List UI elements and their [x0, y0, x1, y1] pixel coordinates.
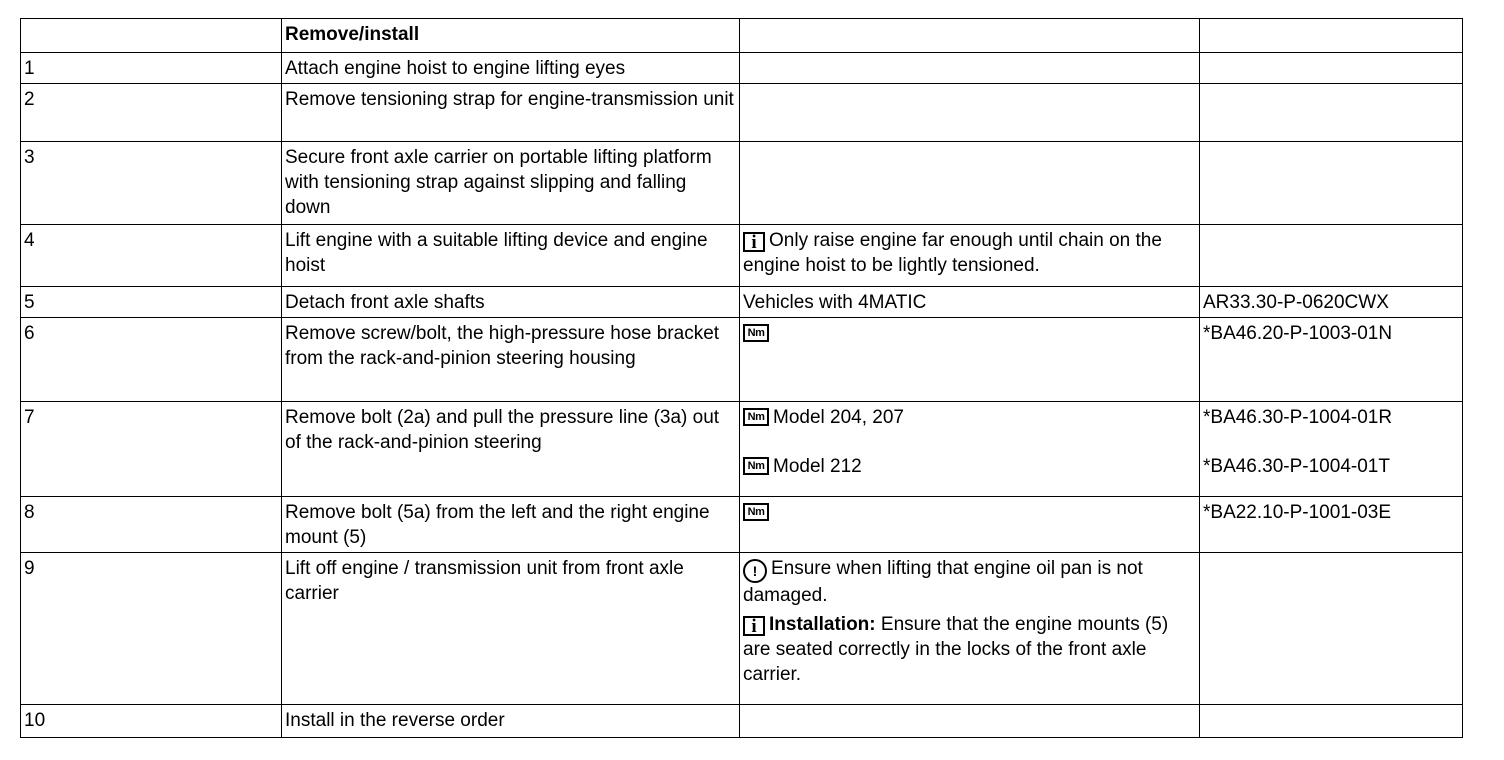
installation-note — [743, 612, 1195, 687]
table-row — [21, 84, 1463, 142]
header-action-cell: Remove/install — [282, 19, 740, 53]
step-number: 7 — [21, 402, 282, 497]
torque-nm-icon: Nm — [743, 324, 769, 342]
reference-line: *BA46.30-P-1004-01T — [1203, 456, 1390, 477]
step-note — [740, 497, 1200, 553]
step-number: 4 — [21, 225, 282, 287]
step-action: Remove bolt (5a) from the left and the right engine mount (5) — [282, 497, 740, 553]
caution-icon: ! — [743, 559, 767, 583]
step-reference: *BA46.20-P-1003-01N — [1200, 318, 1463, 402]
info-icon: i — [743, 616, 765, 636]
header-ref-cell — [1200, 19, 1463, 53]
step-note — [740, 705, 1200, 738]
step-action: Secure front axle carrier on portable lifting platform with tensioning strap against slipping and falling down — [282, 142, 740, 225]
step-number: 3 — [21, 142, 282, 225]
note-line — [743, 405, 1195, 430]
step-reference — [1200, 225, 1463, 287]
step-reference — [1200, 705, 1463, 738]
step-note — [740, 53, 1200, 84]
step-action: Detach front axle shafts — [282, 287, 740, 318]
table-row — [21, 553, 1463, 705]
step-number: 6 — [21, 318, 282, 402]
step-number: 5 — [21, 287, 282, 318]
step-note — [740, 553, 1200, 705]
step-reference — [1200, 553, 1463, 705]
procedure-document — [20, 18, 1463, 738]
step-action: Lift off engine / transmission unit from front axle carrier — [282, 553, 740, 705]
table-row — [21, 142, 1463, 225]
table-row — [21, 497, 1463, 553]
table-row — [21, 53, 1463, 84]
table-row — [21, 318, 1463, 402]
torque-nm-icon: Nm — [743, 457, 769, 475]
step-number: 8 — [21, 497, 282, 553]
table-row — [21, 705, 1463, 738]
model-label: Model 204, 207 — [773, 407, 904, 428]
reference-spacer — [1203, 430, 1458, 454]
table-row — [21, 402, 1463, 497]
step-note — [740, 142, 1200, 225]
note-label: Installation: — [769, 614, 876, 635]
procedure-table — [20, 18, 1463, 738]
step-action: Attach engine hoist to engine lifting eyes — [282, 53, 740, 84]
note-spacer — [743, 430, 1195, 454]
caution-note — [743, 556, 1195, 608]
step-reference — [1200, 53, 1463, 84]
step-reference — [1200, 84, 1463, 142]
step-reference: AR33.30-P-0620CWX — [1200, 287, 1463, 318]
step-note — [740, 225, 1200, 287]
header-note-cell — [740, 19, 1200, 53]
step-note: Vehicles with 4MATIC — [740, 287, 1200, 318]
note-text: Ensure when lifting that engine oil pan is not damaged. — [743, 558, 1143, 606]
table-row — [21, 287, 1463, 318]
torque-nm-icon: Nm — [743, 408, 769, 426]
torque-nm-icon: Nm — [743, 503, 769, 521]
step-note — [740, 84, 1200, 142]
header-step-cell — [21, 19, 282, 53]
step-reference: *BA22.10-P-1001-03E — [1200, 497, 1463, 553]
model-label: Model 212 — [773, 456, 862, 477]
note-text: Only raise engine far enough until chain on the engine hoist to be lightly tensioned. — [743, 230, 1162, 276]
step-note — [740, 318, 1200, 402]
note-text: Ensure that the engine mounts (5) are seated correctly in the locks of the front axle carrier. — [743, 614, 1169, 685]
step-reference — [1200, 142, 1463, 225]
reference-line: *BA46.30-P-1004-01R — [1203, 407, 1393, 428]
table-header-row — [21, 19, 1463, 53]
step-number: 2 — [21, 84, 282, 142]
step-action: Remove tensioning strap for engine-transmission unit — [282, 84, 740, 142]
table-row — [21, 225, 1463, 287]
step-note — [740, 402, 1200, 497]
step-action: Install in the reverse order — [282, 705, 740, 738]
step-number: 9 — [21, 553, 282, 705]
note-line — [743, 454, 1195, 479]
step-number: 1 — [21, 53, 282, 84]
step-action: Remove bolt (2a) and pull the pressure line (3a) out of the rack-and-pinion steering — [282, 402, 740, 497]
step-action: Remove screw/bolt, the high-pressure hose bracket from the rack-and-pinion steering housing — [282, 318, 740, 402]
step-action: Lift engine with a suitable lifting device and engine hoist — [282, 225, 740, 287]
info-icon: i — [743, 232, 765, 252]
step-reference — [1200, 402, 1463, 497]
step-number: 10 — [21, 705, 282, 738]
